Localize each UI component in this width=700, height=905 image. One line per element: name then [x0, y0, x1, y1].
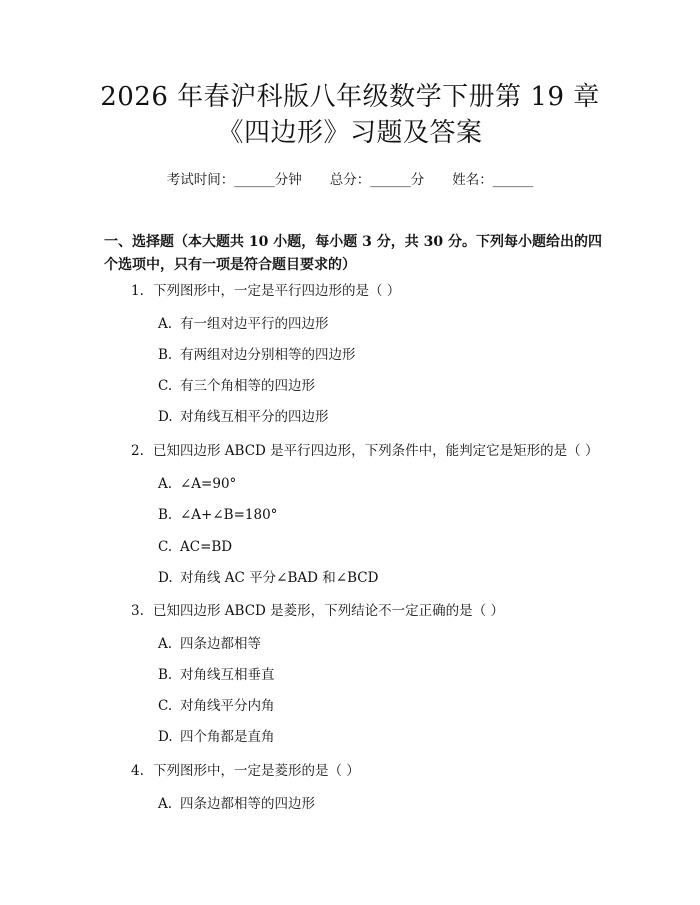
question-number: 2.: [131, 443, 144, 459]
question-1-option-d: [158, 408, 329, 426]
option-label: C.: [158, 698, 173, 714]
option-text: 有一组对边平行的四边形: [180, 316, 329, 332]
option-text: 四条边都相等: [180, 636, 261, 652]
option-label: A.: [158, 316, 173, 332]
option-text: 四个角都是直角: [180, 729, 275, 745]
question-3-option-d: [158, 728, 275, 746]
option-label: A.: [158, 636, 173, 652]
student-name-field: 姓名：______: [452, 172, 534, 188]
question-text: 已知四边形 ABCD 是菱形，下列结论不一定正确的是（ ）: [153, 603, 504, 619]
option-text: 对角线平分内角: [180, 698, 275, 714]
option-label: D.: [158, 409, 173, 425]
question-3-option-b: [158, 666, 275, 684]
option-text: 有两组对边分别相等的四边形: [180, 347, 356, 363]
question-2: [131, 442, 598, 460]
question-text: 已知四边形 ABCD 是平行四边形，下列条件中，能判定它是矩形的是（ ）: [153, 443, 599, 459]
option-text: 四条边都相等的四边形: [180, 796, 315, 812]
option-label: C.: [158, 378, 173, 394]
option-text: 对角线 AC 平分∠BAD 和∠BCD: [180, 570, 379, 586]
option-label: A.: [158, 476, 173, 492]
option-text: 有三个角相等的四边形: [180, 378, 315, 394]
question-2-option-b: [158, 506, 277, 524]
question-2-option-c: [158, 538, 232, 556]
option-text: 对角线互相垂直: [180, 667, 275, 683]
exam-time-field: 考试时间：______分钟: [166, 172, 302, 188]
question-number: 1.: [131, 283, 144, 299]
question-3-option-a: [158, 635, 261, 653]
document-title-line-1: 2026 年春沪科版八年级数学下册第 19 章: [100, 82, 600, 112]
option-label: C.: [158, 539, 173, 555]
document-title-line-2: 《四边形》习题及答案: [217, 118, 483, 148]
question-4-option-a: [158, 795, 315, 813]
option-text: 对角线互相平分的四边形: [180, 409, 329, 425]
option-text: AC=BD: [180, 539, 233, 555]
question-number: 3.: [131, 603, 144, 619]
question-1-option-c: [158, 377, 315, 395]
question-4: [131, 762, 360, 780]
question-2-option-a: [158, 475, 236, 493]
option-label: D.: [158, 570, 173, 586]
total-score-field: 总分：______分: [329, 172, 425, 188]
option-label: B.: [158, 507, 173, 523]
question-number: 4.: [131, 763, 144, 779]
question-1-option-a: [158, 315, 329, 333]
question-text: 下列图形中，一定是平行四边形的是（ ）: [153, 283, 401, 299]
option-label: D.: [158, 729, 173, 745]
section-heading-choice: 一、选择题（本大题共 10 小题，每小题 3 分，共 30 分。下列每小题给出的四个选项中，只有一项是符合题目要求的）: [104, 234, 602, 273]
option-text: ∠A+∠B=180°: [180, 507, 278, 523]
question-3-option-c: [158, 697, 275, 715]
question-3: [131, 602, 504, 620]
option-text: ∠A=90°: [180, 476, 237, 492]
exam-meta-line: [0, 168, 700, 188]
question-2-option-d: [158, 569, 378, 587]
question-1: [131, 282, 400, 300]
question-text: 下列图形中，一定是菱形的是（ ）: [153, 763, 360, 779]
option-label: B.: [158, 347, 173, 363]
option-label: B.: [158, 667, 173, 683]
option-label: A.: [158, 796, 173, 812]
question-1-option-b: [158, 346, 356, 364]
